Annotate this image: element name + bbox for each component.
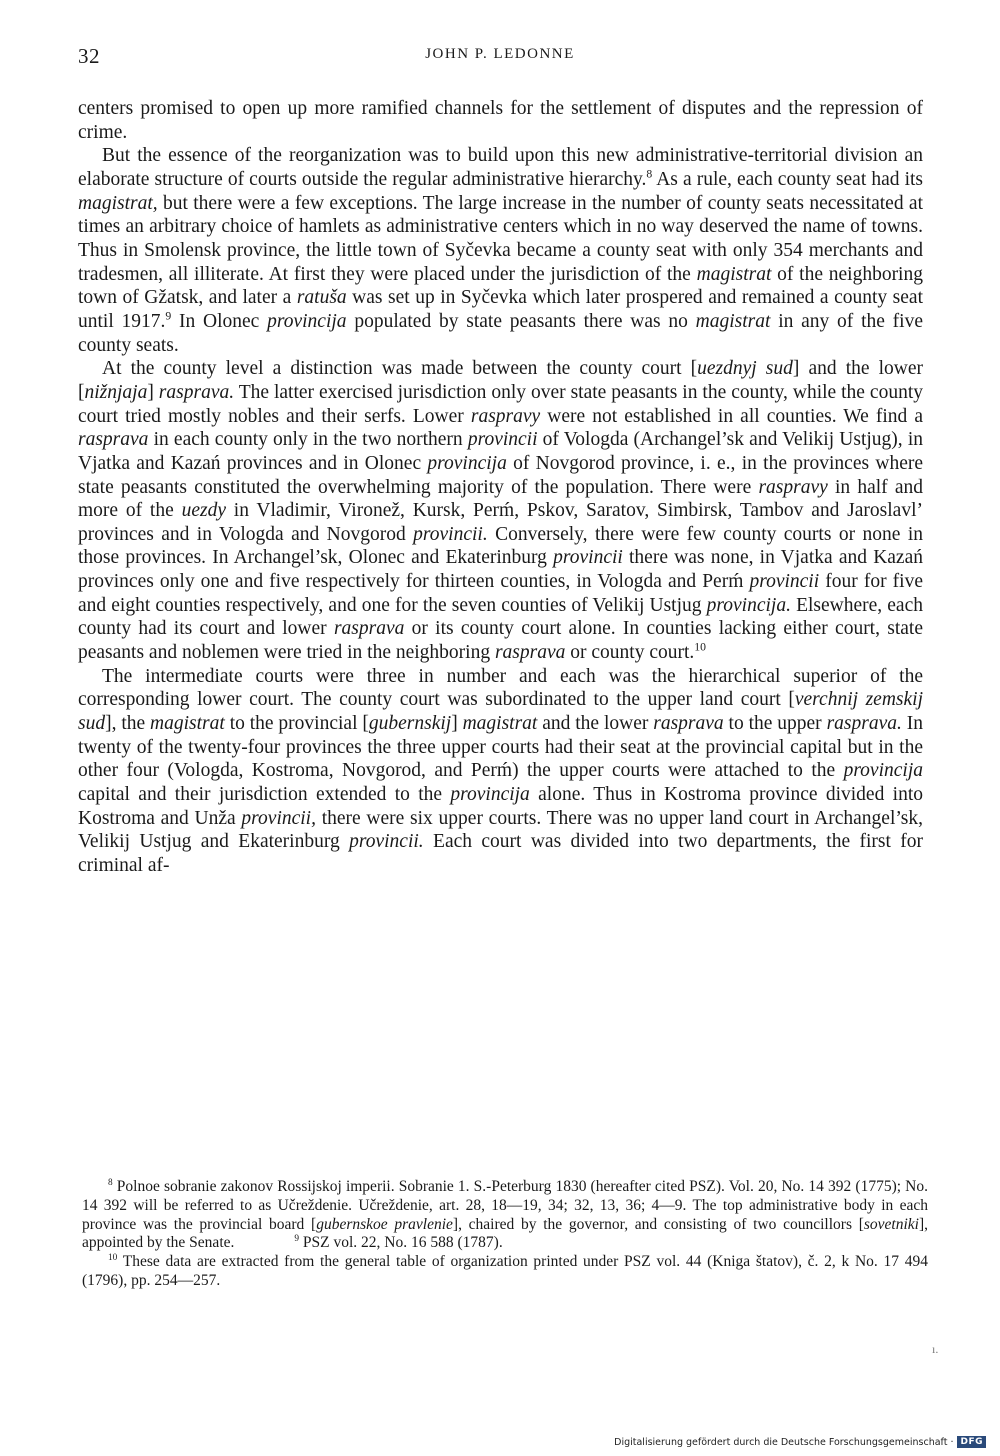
footnote-marker: 8	[646, 167, 653, 181]
text-run: ], chaired by the governor, and consisting of two councillors [	[452, 1215, 864, 1233]
italic-term: provincii	[749, 571, 820, 593]
footnote-marker: 9	[165, 309, 172, 323]
italic-term: verchnij zemskij sud	[78, 689, 923, 735]
text-run: In Olonec	[171, 310, 268, 332]
stray-mark: ı.	[932, 1342, 939, 1356]
text-run: of Vologda (Archangel’sk and Velikij Ustjug), in Vjatka and Kazań provinces and in Olonec	[78, 429, 923, 474]
text-run: ], the	[105, 713, 151, 735]
text-run: Polnoe sobranie zakonov Rossijskoj imperii. Sobranie 1. S.-Peterburg 1830 (hereafter cited PSZ). Vol. 20, No. 14 392 (1775); No. 14 392 will be referred to as Učreždenie. Učreždenie, art. 28, 18—19, 34; 32, 13, 36; 4—9. The top administrative body in each province was the provincial board [	[82, 1178, 928, 1233]
italic-term: rasprava	[78, 429, 149, 451]
paragraph	[78, 357, 923, 665]
italic-term: rasprava.	[826, 713, 902, 735]
text-run: in each county only in the two northern	[148, 429, 468, 451]
text-run: Each court was divided into two departments, the first for criminal af-	[78, 831, 923, 876]
text-run: or its county court alone. In counties lacking either court, state peasants and noblemen were tried in the neighboring	[78, 618, 923, 664]
text-run: Elsewhere, each county had its court and lower	[78, 594, 923, 640]
italic-term: raspravy	[470, 405, 541, 427]
footnote: $^8$ Polnoe sobranie zakonov Rossijskoj imperii. Sobranie 1. S.-Peterburg 1830 (hereafter cited PSZ). Vol. 20, No. 14 392 (1775); No. 14 392 will be referred to as Učreždenie. Učreždenie, art. 28, 18—19, 34; 32, 13, 36; 4—9. The top administrative body in each province was the provincial board [gubernskoe pravlenie], chaired by the governor, and consisting of two councillors [sovetniki], appointed by the Senate. $^9$ PSZ vol. 22, No. 16 588 (1787).	[82, 1177, 928, 1252]
italic-term: magistrat	[150, 713, 225, 735]
paragraph	[78, 97, 923, 144]
text-run: there was none, in Vjatka and Kazań provinces only one and five respectively for thirteen counties, in Vologda and Perḿ	[78, 547, 923, 593]
text-run: was set up in Syčevka which later prospered and remained a county seat until 1917.	[78, 287, 924, 332]
italic-term: provincija	[267, 310, 347, 332]
text-run: to the provincial [	[224, 713, 369, 735]
text-run: PSZ vol. 22, No. 16 588 (1787).	[299, 1234, 503, 1252]
text-run: capital and their jurisdiction extended to the	[78, 784, 451, 806]
digitization-notice-text: Digitalisierung gefördert durch die Deutsche Forschungsgemeinschaft ·	[614, 1436, 954, 1448]
text-run: of the neighboring town of Gžatsk, and later a	[78, 263, 923, 309]
digitization-notice	[614, 1436, 986, 1448]
text-run: ]	[147, 381, 159, 403]
italic-term: uezdy	[181, 500, 226, 522]
text-run: to the upper	[723, 713, 827, 735]
italic-term: gubernskoe pravlenie	[316, 1215, 453, 1233]
paragraph	[78, 144, 923, 357]
text-run: but there were a few exceptions. The large increase in the number of county seats necessitated at times an arbitrary choice of hamlets as administrative centers which in no way deserved the name of towns. Thus in Smolensk province, the little town of Syčevka became a county seat with only 354 merchants and tradesmen, all illiterate. At first they were placed under the jurisdiction of the	[78, 192, 923, 285]
text-run: were not established in all counties. We find a	[540, 405, 924, 427]
italic-term: rasprava	[653, 713, 724, 735]
text-run: alone. Thus in Kostroma province divided into Kostroma and Unža	[78, 784, 923, 829]
text-run: The intermediate courts were three in number and each was the hierarchical superior of the corresponding lower court. The county court was subordinated to the upper land court [	[78, 665, 923, 711]
text-run: At the county level a distinction was made between the county court [	[102, 358, 698, 380]
italic-term: rasprava.	[158, 381, 235, 403]
italic-term: provincija	[843, 760, 923, 782]
text-run: four for five and eight counties respectively, and one for the seven counties of Velikij Ustjug	[78, 571, 923, 616]
footnotes	[82, 1178, 928, 1291]
text-run: centers promised to open up more ramified channels for the settlement of disputes and the repression of crime.	[78, 98, 923, 143]
text-run: of Novgorod province, i. e., in the provinces where state peasants constituted the overwhelming majority of the population. There were	[78, 452, 923, 498]
text-run: These data are extracted from the general table of organization printed under PSZ vol. 44 (Kniga štatov), č. 2, k No. 17 494 (1796), pp. 254—257.	[82, 1253, 928, 1289]
text-run: populated by state peasants there was no	[346, 310, 696, 332]
italic-term: magistrat	[462, 713, 538, 735]
text-run: But the essence of the reorganization was to build upon this new administrative-territorial division an elaborate structure of courts outside the regular administrative hierarchy.	[78, 145, 923, 190]
page-number: 32	[78, 44, 100, 68]
running-head: JOHN P. LEDONNE	[425, 46, 575, 62]
italic-term: magistrat,	[78, 192, 158, 214]
text-run: ] and the lower [	[78, 358, 923, 403]
italic-term: rasprava	[494, 642, 566, 664]
text-run: The latter exercised jurisdiction only over state peasants in the county, while the county court tried mostly nobles and their serfs. Lower	[78, 381, 923, 427]
text-run: or county court.	[565, 642, 695, 664]
italic-term: magistrat	[695, 310, 771, 332]
footnote-marker: 8	[108, 1177, 113, 1188]
italic-term: magistrat	[696, 263, 772, 285]
footnote-marker: 10	[108, 1253, 118, 1264]
italic-term: provincii.	[349, 831, 424, 853]
italic-term: raspravy	[758, 476, 828, 498]
italic-term: uezdnyj sud	[697, 358, 793, 380]
text-run: in Vladimir, Vironež, Kursk, Perḿ, Pskov, Saratov, Simbirsk, Tambov and Jaroslavl’ provinces and in Vologda and Novgorod	[78, 500, 923, 545]
text-run: in half and more of the	[78, 476, 924, 522]
text-run: there were six upper courts. There was no upper land court in Archangel’sk, Velikij Ustjug and Ekaterinburg	[78, 807, 924, 853]
italic-term: ratuša	[296, 287, 347, 309]
italic-term: provincii	[553, 547, 623, 569]
italic-term: nižnjaja	[84, 381, 148, 403]
italic-term: provincija.	[706, 594, 791, 616]
body-text	[78, 97, 923, 878]
text-run: Conversely, there were few county courts or none in those provinces. In Archangel’sk, Olonec and Ekaterinburg	[78, 523, 923, 569]
italic-term: provincija	[450, 784, 530, 806]
paragraph	[78, 665, 923, 878]
text-run: ], appointed by the Senate.	[82, 1215, 928, 1252]
text-run: In twenty of the twenty-four provinces the three upper courts had their seat at the provincial capital but in the other four (Vologda, Kostroma, Novgorod, and Perḿ) the upper courts were attached to the	[78, 713, 923, 782]
italic-term: gubernskij	[368, 713, 452, 735]
italic-term: provincii	[467, 429, 538, 451]
text-run: As a rule, each county seat had its	[652, 168, 923, 190]
italic-term: provincii,	[241, 807, 316, 829]
italic-term: provincija	[427, 452, 507, 474]
footnote	[82, 1253, 928, 1291]
italic-term: provincii.	[413, 523, 488, 545]
italic-term: rasprava	[333, 618, 405, 640]
italic-term: sovetniki	[863, 1215, 919, 1233]
text-run: and the lower	[537, 713, 654, 735]
text-run: in any of the five county seats.	[78, 310, 923, 356]
footnote-marker: 10	[694, 640, 706, 654]
dfg-logo: DFG	[957, 1436, 986, 1448]
text-run: ]	[451, 713, 463, 735]
